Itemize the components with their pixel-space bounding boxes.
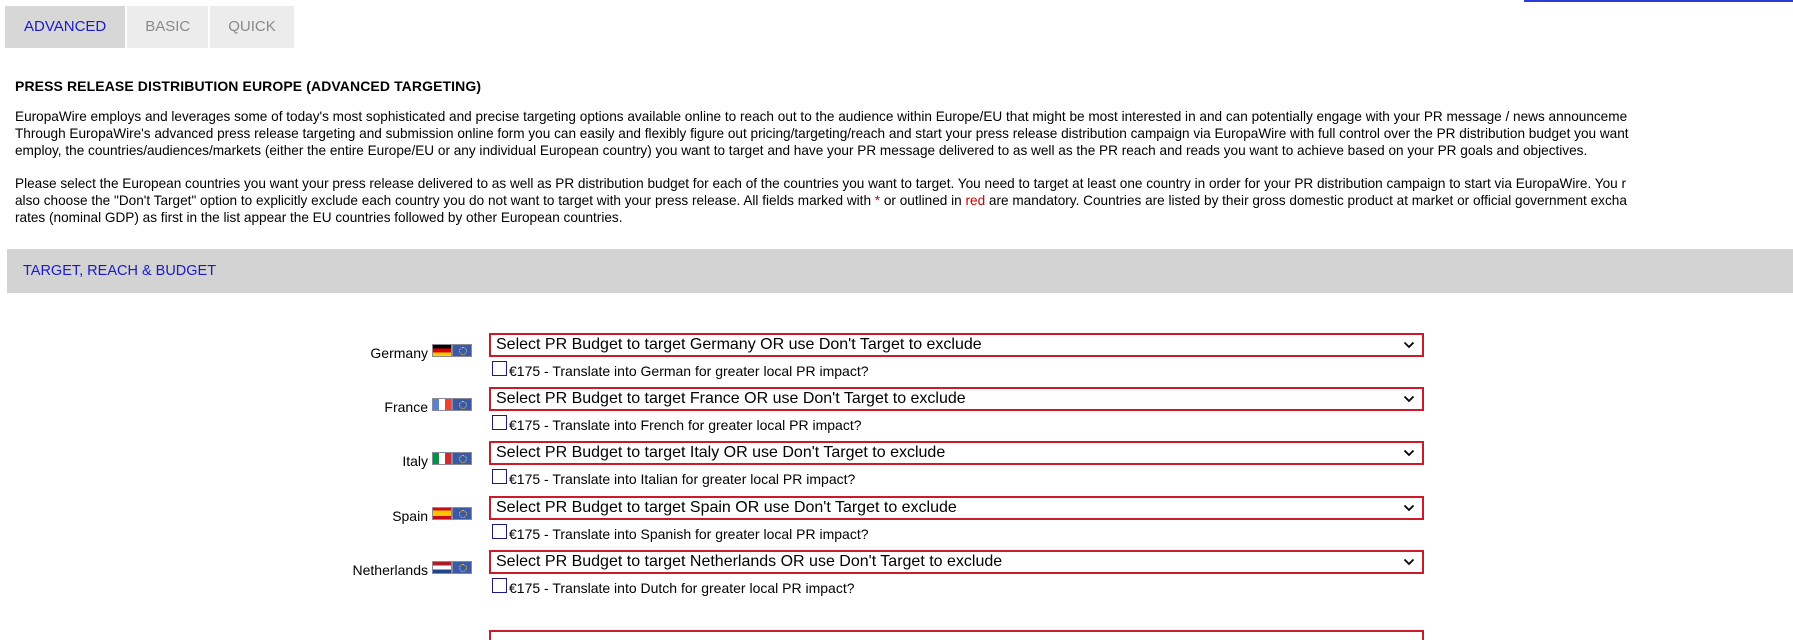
instructions-text: or outlined in — [880, 193, 966, 208]
country-flag-icon — [432, 398, 452, 411]
instructions-paragraph — [15, 175, 1793, 226]
translate-option — [492, 467, 855, 487]
country-flag-icon — [432, 561, 452, 574]
intro-line: EuropaWire employs and leverages some of today's most sophisticated and precise targeting options available online to reach out to the audience within Europe/EU that might be most interested in and can potentially engage with your PR message / news announceme — [15, 109, 1628, 124]
translate-checkbox[interactable] — [492, 524, 507, 539]
translate-label: €175 - Translate into Spanish for greater local PR impact? — [509, 526, 869, 542]
chevron-down-icon — [1403, 553, 1415, 577]
country-flags — [432, 344, 472, 357]
top-link-underline[interactable] — [1524, 0, 1793, 2]
instructions-text: also choose the "Don't Target" option to explicitly exclude each country you do not want to target with your press release. All fields marked with — [15, 193, 875, 208]
country-label: France — [384, 399, 428, 415]
chevron-down-icon — [1403, 444, 1415, 468]
eu-flag-icon — [452, 507, 472, 520]
country-label: Spain — [392, 508, 428, 524]
intro-line: employ, the countries/audiences/markets (either the entire Europe/EU or any individual European country) you want to target and have your PR message delivered to as well as the PR reach and reads you want to achieve based on your PR goals and objectives. — [15, 143, 1588, 158]
country-budget-select[interactable] — [489, 550, 1424, 574]
instructions-line — [15, 192, 1793, 209]
country-flag-icon — [432, 507, 452, 520]
country-budget-select[interactable] — [489, 333, 1424, 357]
translate-option — [492, 576, 855, 596]
translate-option — [492, 413, 862, 433]
tab-quick[interactable]: QUICK — [210, 6, 294, 48]
translate-option — [492, 522, 869, 542]
translate-label: €175 - Translate into German for greater local PR impact? — [509, 363, 869, 379]
translate-label: €175 - Translate into Dutch for greater local PR impact? — [509, 580, 855, 596]
required-red-word: red — [965, 193, 986, 208]
country-budget-select[interactable] — [489, 441, 1424, 465]
country-flag-icon — [432, 344, 452, 357]
country-budget-select-partial[interactable] — [489, 630, 1424, 640]
translate-checkbox[interactable] — [492, 469, 507, 484]
translate-option — [492, 359, 869, 379]
eu-flag-icon — [452, 452, 472, 465]
instructions-text: are mandatory. Countries are listed by their gross domestic product at market or official government excha — [985, 193, 1627, 208]
country-row — [0, 441, 1793, 501]
country-row — [0, 387, 1793, 447]
country-flags — [432, 398, 472, 411]
chevron-down-icon — [1403, 390, 1415, 414]
required-asterisk: * — [874, 193, 881, 208]
select-value: Select PR Budget to target Italy OR use Don't Target to exclude — [496, 444, 946, 461]
country-label: Netherlands — [352, 562, 428, 578]
translate-checkbox[interactable] — [492, 415, 507, 430]
select-value: Select PR Budget to target Germany OR use Don't Target to exclude — [496, 336, 982, 353]
eu-flag-icon — [452, 398, 472, 411]
page-title: PRESS RELEASE DISTRIBUTION EUROPE (ADVANCED TARGETING) — [15, 78, 482, 94]
intro-content — [15, 68, 1793, 226]
country-flag-icon — [432, 452, 452, 465]
country-budget-select[interactable] — [489, 387, 1424, 411]
translate-checkbox[interactable] — [492, 578, 507, 593]
section-title: TARGET, REACH & BUDGET — [23, 263, 217, 279]
country-row — [0, 333, 1793, 393]
country-budget-select[interactable] — [489, 496, 1424, 520]
eu-flag-icon — [452, 344, 472, 357]
instructions-line: rates (nominal GDP) as first in the list appear the EU countries followed by other European countries. — [15, 210, 623, 225]
chevron-down-icon — [1403, 336, 1415, 360]
country-row — [0, 496, 1793, 556]
select-value: Select PR Budget to target Netherlands OR use Don't Target to exclude — [496, 553, 1003, 570]
select-value: Select PR Budget to target France OR use Don't Target to exclude — [496, 390, 966, 407]
country-label: Germany — [370, 345, 428, 361]
country-label: Italy — [402, 453, 428, 469]
country-flags — [432, 452, 472, 465]
instructions-line: Please select the European countries you want your press release delivered to as well as PR distribution budget for each of the countries you want to target. You need to target at least one country in order for your PR distribution campaign to start via EuropaWire. You r — [15, 176, 1627, 191]
intro-paragraph — [15, 108, 1793, 159]
intro-line: Through EuropaWire's advanced press release targeting and submission online form you can easily and flexibly figure out pricing/targeting/reach and start your press release distribution campaign via EuropaWire with full control over the PR distribution budget you want — [15, 126, 1629, 141]
select-value: Select PR Budget to target Spain OR use Don't Target to exclude — [496, 499, 957, 516]
translate-label: €175 - Translate into Italian for greater local PR impact? — [509, 471, 856, 487]
tab-basic[interactable]: BASIC — [127, 6, 208, 48]
country-row — [0, 550, 1793, 610]
country-flags — [432, 561, 472, 574]
section-header — [7, 249, 1793, 293]
translate-checkbox[interactable] — [492, 361, 507, 376]
chevron-down-icon — [1403, 499, 1415, 523]
tab-advanced[interactable]: ADVANCED — [5, 6, 125, 48]
country-flags — [432, 507, 472, 520]
eu-flag-icon — [452, 561, 472, 574]
tab-bar — [5, 6, 296, 48]
translate-label: €175 - Translate into French for greater local PR impact? — [509, 417, 862, 433]
